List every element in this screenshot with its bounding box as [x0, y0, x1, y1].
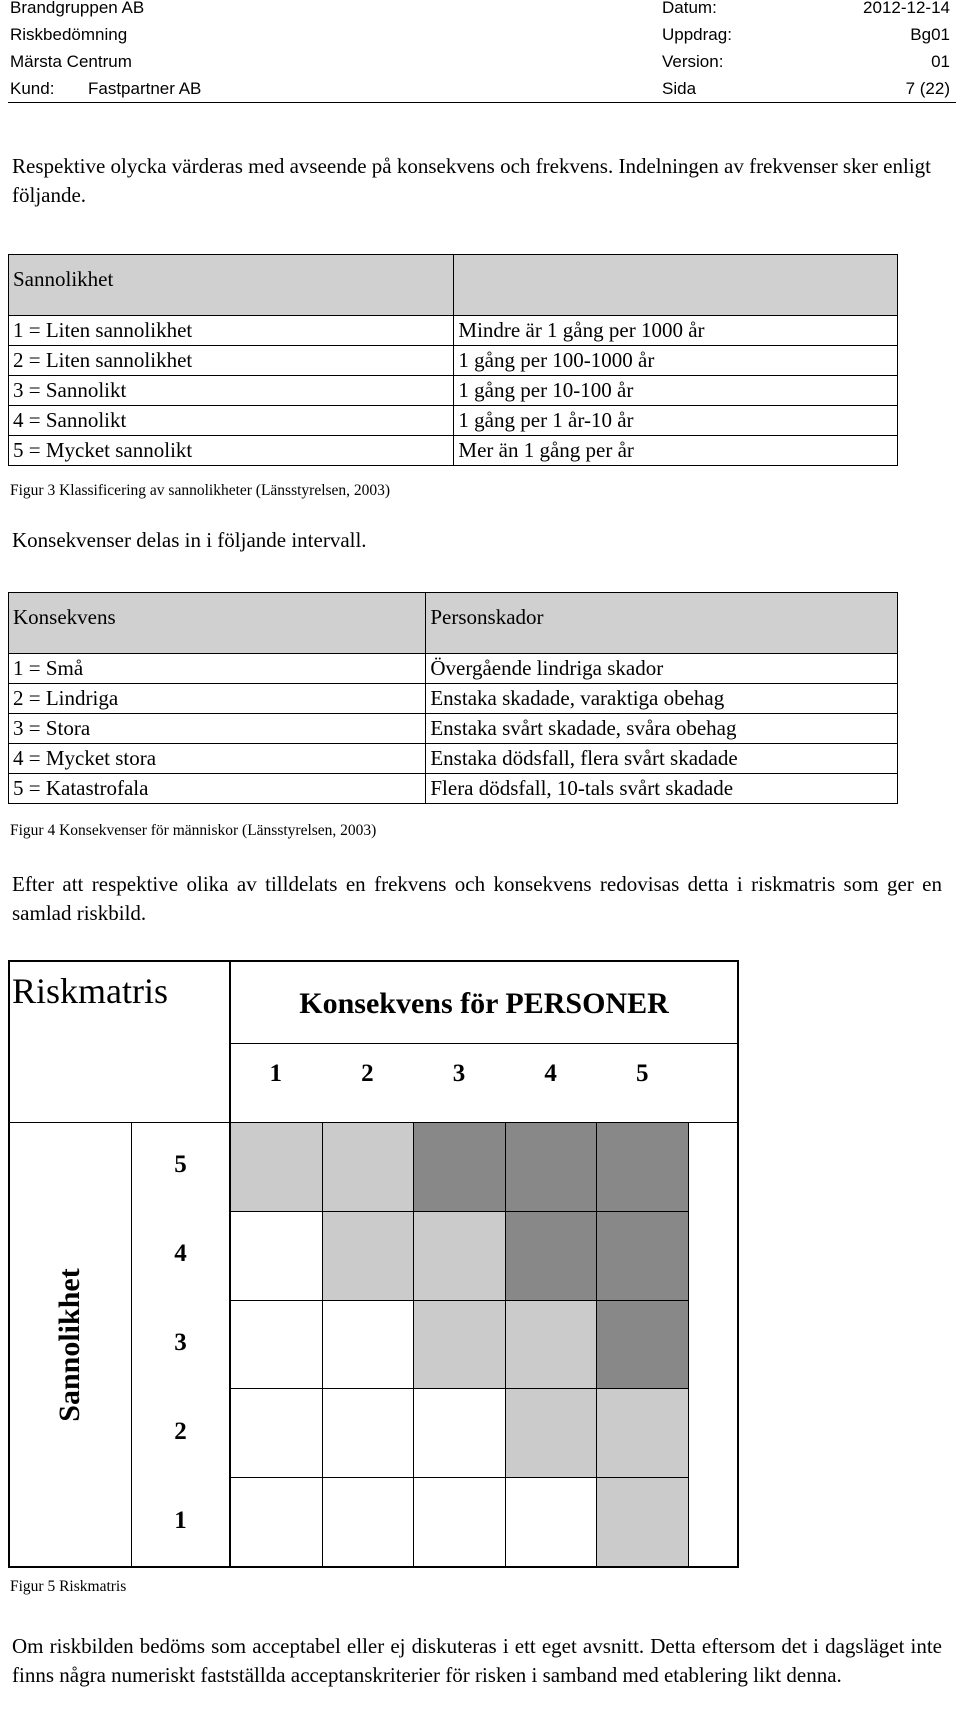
probability-frequency: Mindre är 1 gång per 1000 år	[454, 316, 898, 346]
probability-level: 3 = Sannolikt	[9, 376, 454, 406]
risk-cell-low	[322, 1300, 415, 1390]
matrix-intro: Efter att respektive olika av tilldelats en frekvens och konsekvens redovisas detta i riskmatris som ger en samlad riskbild.	[12, 872, 942, 925]
risk-cell-medium	[322, 1211, 415, 1301]
probability-level: 1 = Liten sannolikhet	[9, 316, 454, 346]
probability-level-label: 3	[174, 1329, 187, 1356]
header-version-label: Version:	[662, 52, 724, 71]
table-row	[9, 376, 898, 406]
matrix-column-header: Konsekvens för PERSONER	[299, 987, 669, 1020]
table-row	[9, 654, 898, 684]
matrix-row-header-box	[10, 1124, 130, 1566]
risk-cell-medium	[322, 1122, 415, 1212]
consequence-intro: Konsekvenser delas in i följande intervall.	[12, 528, 367, 552]
consequence-level: 3 = Stora	[9, 714, 426, 744]
risk-cell-high	[505, 1211, 598, 1301]
probability-level: 2 = Liten sannolikhet	[9, 346, 454, 376]
personal-injury: Övergående lindriga skador	[426, 654, 898, 684]
risk-cell-high	[596, 1300, 689, 1390]
header-rule	[8, 102, 956, 103]
risk-cell-medium	[596, 1477, 689, 1567]
header-project: Märsta Centrum	[10, 52, 132, 71]
risk-cell-medium	[413, 1211, 506, 1301]
header-version: 01	[931, 52, 950, 71]
probability-frequency: 1 gång per 1 år-10 år	[454, 406, 898, 436]
header-assignment: Bg01	[910, 25, 950, 44]
matrix-divider-title	[229, 960, 231, 1122]
risk-cell-medium	[413, 1300, 506, 1390]
matrix-row-header: Sannolikhet	[53, 1268, 86, 1422]
table-row	[9, 346, 898, 376]
header-page-number: 7 (22)	[905, 79, 950, 98]
risk-cell-low	[230, 1477, 323, 1567]
probability-level-label: 2	[174, 1417, 187, 1445]
matrix-title: Riskmatris	[12, 971, 169, 1011]
table-row	[9, 436, 898, 466]
matrix-border-top	[8, 960, 739, 962]
risk-cell-low	[413, 1388, 506, 1478]
probability-header-cell	[454, 255, 898, 316]
risk-cell-low	[413, 1477, 506, 1567]
consequence-level: 5 = Katastrofala	[9, 774, 426, 804]
header-page-label: Sida	[662, 79, 697, 98]
risk-cell-low	[322, 1477, 415, 1567]
consequence-level-label: 3	[452, 1060, 466, 1087]
risk-cell-medium	[505, 1300, 598, 1390]
probability-header-cell: Sannolikhet	[9, 255, 454, 316]
consequence-level-label: 2	[361, 1060, 374, 1087]
matrix-border-right	[737, 960, 739, 1568]
probability-level: 5 = Mycket sannolikt	[9, 436, 454, 466]
probability-frequency: 1 gång per 10-100 år	[454, 376, 898, 406]
risk-cell-low	[230, 1211, 323, 1301]
probability-table	[8, 254, 898, 466]
risk-cell-high	[413, 1122, 506, 1212]
table-row	[9, 714, 898, 744]
risk-cell-medium	[505, 1388, 598, 1478]
closing-paragraph: Om riskbilden bedöms som acceptabel eller ej diskuteras i ett eget avsnitt. Detta eftersom det i dagsläget inte finns några numeriskt fastställda acceptanskriterier för risken i samband med etablering likt denna.	[12, 1634, 942, 1687]
personal-injury: Enstaka dödsfall, flera svårt skadade	[426, 744, 898, 774]
intro-paragraph: Respektive olycka värderas med avseende på konsekvens och frekvens. Indelningen av frekvenser sker enligt följande.	[12, 154, 931, 207]
consequence-level-label: 5	[635, 1060, 649, 1087]
risk-cell-high	[596, 1211, 689, 1301]
table-row	[9, 744, 898, 774]
consequence-level: 2 = Lindriga	[9, 684, 426, 714]
header-client: Fastpartner AB	[88, 79, 202, 98]
consequence-table-header	[9, 593, 898, 654]
table-row	[9, 406, 898, 436]
consequence-level-label: 1	[269, 1060, 283, 1087]
probability-level: 4 = Sannolikt	[9, 406, 454, 436]
risk-cell-low	[230, 1300, 323, 1390]
risk-matrix	[8, 960, 738, 1568]
header-client-label: Kund:	[10, 79, 55, 98]
consequence-level: 1 = Små	[9, 654, 426, 684]
risk-cell-high	[596, 1122, 689, 1212]
header-company: Brandgruppen AB	[10, 0, 145, 17]
figure-4-caption: Figur 4 Konsekvenser för människor (Länsstyrelsen, 2003)	[10, 822, 377, 839]
risk-cell-medium	[230, 1122, 323, 1212]
figure-5-caption: Figur 5 Riskmatris	[10, 1578, 127, 1595]
risk-cell-low	[230, 1388, 323, 1478]
figure-3-caption: Figur 3 Klassificering av sannolikheter (Länsstyrelsen, 2003)	[10, 482, 391, 499]
header-doc-type: Riskbedömning	[10, 25, 128, 44]
personal-injury: Enstaka svårt skadade, svåra obehag	[426, 714, 898, 744]
consequence-level-label: 4	[544, 1060, 557, 1087]
table-row	[9, 316, 898, 346]
risk-cell-low	[322, 1388, 415, 1478]
probability-level-label: 4	[174, 1240, 187, 1268]
table-row	[9, 684, 898, 714]
consequence-table	[8, 592, 898, 804]
personal-injury: Flera dödsfall, 10-tals svårt skadade	[426, 774, 898, 804]
probability-table-header	[9, 255, 898, 316]
probability-frequency: 1 gång per 100-1000 år	[454, 346, 898, 376]
probability-level-label: 1	[174, 1506, 187, 1534]
risk-cell-medium	[596, 1388, 689, 1478]
consequence-level: 4 = Mycket stora	[9, 744, 426, 774]
header-assignment-label: Uppdrag:	[662, 25, 732, 44]
probability-frequency: Mer än 1 gång per år	[454, 436, 898, 466]
consequence-header-cell: Konsekvens	[9, 593, 426, 654]
risk-cell-low	[505, 1477, 598, 1567]
personal-injury: Enstaka skadade, varaktiga obehag	[426, 684, 898, 714]
header-date: 2012-12-14	[863, 0, 950, 17]
probability-level-label: 5	[174, 1151, 187, 1179]
personal-injury-header-cell: Personskador	[426, 593, 898, 654]
table-row	[9, 774, 898, 804]
header-date-label: Datum:	[662, 0, 717, 17]
risk-cell-high	[505, 1122, 598, 1212]
matrix-divider-header	[229, 1043, 739, 1044]
